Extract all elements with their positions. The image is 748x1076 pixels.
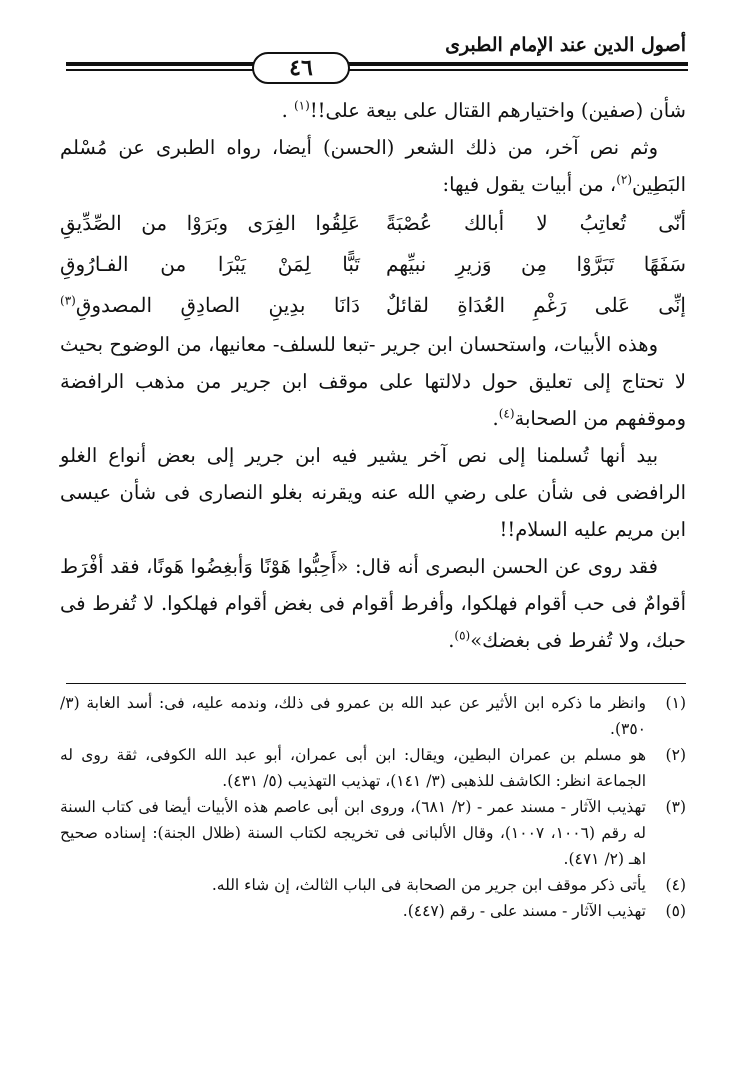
footnote-number: (٥): [665, 902, 686, 920]
verse-line: [60, 244, 686, 285]
footnote-ref-4: (٤): [498, 406, 515, 421]
footnote-text: وانظر ما ذكره ابن الأثير عن عبد الله بن عمرو فى ذلك، وندمه عليه، فى: أسد الغابة (٣/ ٣٥٠).: [60, 694, 646, 738]
footnote-ref-1: (١): [293, 98, 310, 113]
verse-first-hemistich: أنّى تُعاتِبُ لا أبالك عُصْبَةً: [386, 211, 686, 235]
footnote: [60, 872, 686, 898]
footnote-text: هو مسلم بن عمران البطين، ويقال: ابن أبى عمران، أبو عبد الله الكوفى، ثقة روى له الجماعة انظر: الكاشف للذهبى (٣/ ١٤١)، تهذيب التهذيب (٥/ ٤٣١).: [60, 746, 646, 790]
paragraph-1: شأن (صفين) واختيارهم القتال على بيعة على!!$^{(١)}$ .: [281, 98, 686, 122]
footnote-text: يأتى ذكر موقف ابن جرير من الصحابة فى الباب الثالث، إن شاء الله.: [211, 876, 646, 894]
footnote: [60, 898, 686, 924]
footnote: [60, 742, 686, 794]
footnote-text: تهذيب الآثار - مسند عمر - (٢/ ٦٨١)، وروى ابن أبى عاصم هذه الأبيات أيضا فى كتاب السنة له رقم (١٠٠٦، ١٠٠٧)، وقال الألبانى فى تخريجه لكتاب السنة (ظلال الجنة): إسناده صحيح اهـ (٢/ ٤٧١).: [60, 798, 646, 868]
footnote-number: (١): [665, 694, 686, 712]
header-rule-thick: [66, 62, 688, 66]
page-number: ٤٦: [252, 52, 350, 84]
footnote-number: (٤): [665, 876, 686, 894]
poem: [60, 203, 686, 326]
header-rule-thin: [66, 69, 688, 71]
footnote-number: (٢): [665, 746, 686, 764]
footnote-ref-5: (٥): [454, 628, 471, 643]
footnote-ref-3: (٣): [60, 293, 76, 308]
verse-second-hemistich: تَبًّا لِمَنْ يَبْرَا من الفـارُوقِ: [60, 252, 360, 276]
paragraph-2: وثم نص آخر، من ذلك الشعر (الحسن) أيضا، رواه الطبرى عن مُسْلم البَطِين$^{(٢)}$، من أبيات يقول فيها:: [60, 136, 686, 196]
verse-line: [60, 203, 686, 244]
running-title: أصول الدين عند الإمام الطبرى: [445, 34, 686, 56]
footnote-ref-2: (٢): [616, 172, 633, 187]
paragraph-4: بيد أنها تُسلمنا إلى نص آخر يشير فيه ابن جرير إلى بعض أنواع الغلو الرافضى فى شأن على رضي الله عنه ويقرنه بغلو النصارى فى شأن عيسى ابن مريم عليه السلام!!: [60, 444, 686, 541]
paragraph-5: فقد روى عن الحسن البصرى أنه قال: «أَحِبُّوا هَوْنًا وَأبغِضُوا هَونًا، فقد أفْرَط أقوامٌ فى حب أقوام فهلكوا، وأفرط أقوام فى بغض أقوام فهلكوا. لا تُفرط فى حبك، ولا تُفرط فى بغضك»$^{(٥)}$.: [60, 555, 686, 652]
main-text: [60, 92, 686, 659]
verse-first-hemistich: سَفَهًا تَبَرَّوْا مِن وَزيرِ نبيِّهم: [386, 252, 686, 276]
footnote-text: تهذيب الآثار - مسند على - رقم (٤٤٧).: [402, 902, 646, 920]
footnote-number: (٣): [665, 798, 686, 816]
verse-first-hemistich: إنِّى عَلى رَغْمِ العُدَاةِ لقائلٌ: [386, 293, 686, 317]
footnote-divider: [66, 683, 686, 684]
footnote: [60, 690, 686, 742]
verse-second-hemistich: دَانَا بدِينِ الصادِقِ المصدوقِ$^{(٣)}$: [60, 293, 360, 317]
footnotes: [60, 690, 686, 924]
verse-line: [60, 285, 686, 326]
paragraph-3: وهذه الأبيات، واستحسان ابن جرير -تبعا للسلف- معانيها، من الوضوح بحيث لا تحتاج إلى تعليق حول دلالتها على موقف ابن جرير من مذهب الرافضة وموقفهم من الصحابة$^{(٤)}$.: [60, 333, 686, 430]
footnote: [60, 794, 686, 872]
verse-second-hemistich: عَلِقُوا الفِرَى وبَرَوْا من الصِّدِّيقِ: [60, 211, 360, 235]
